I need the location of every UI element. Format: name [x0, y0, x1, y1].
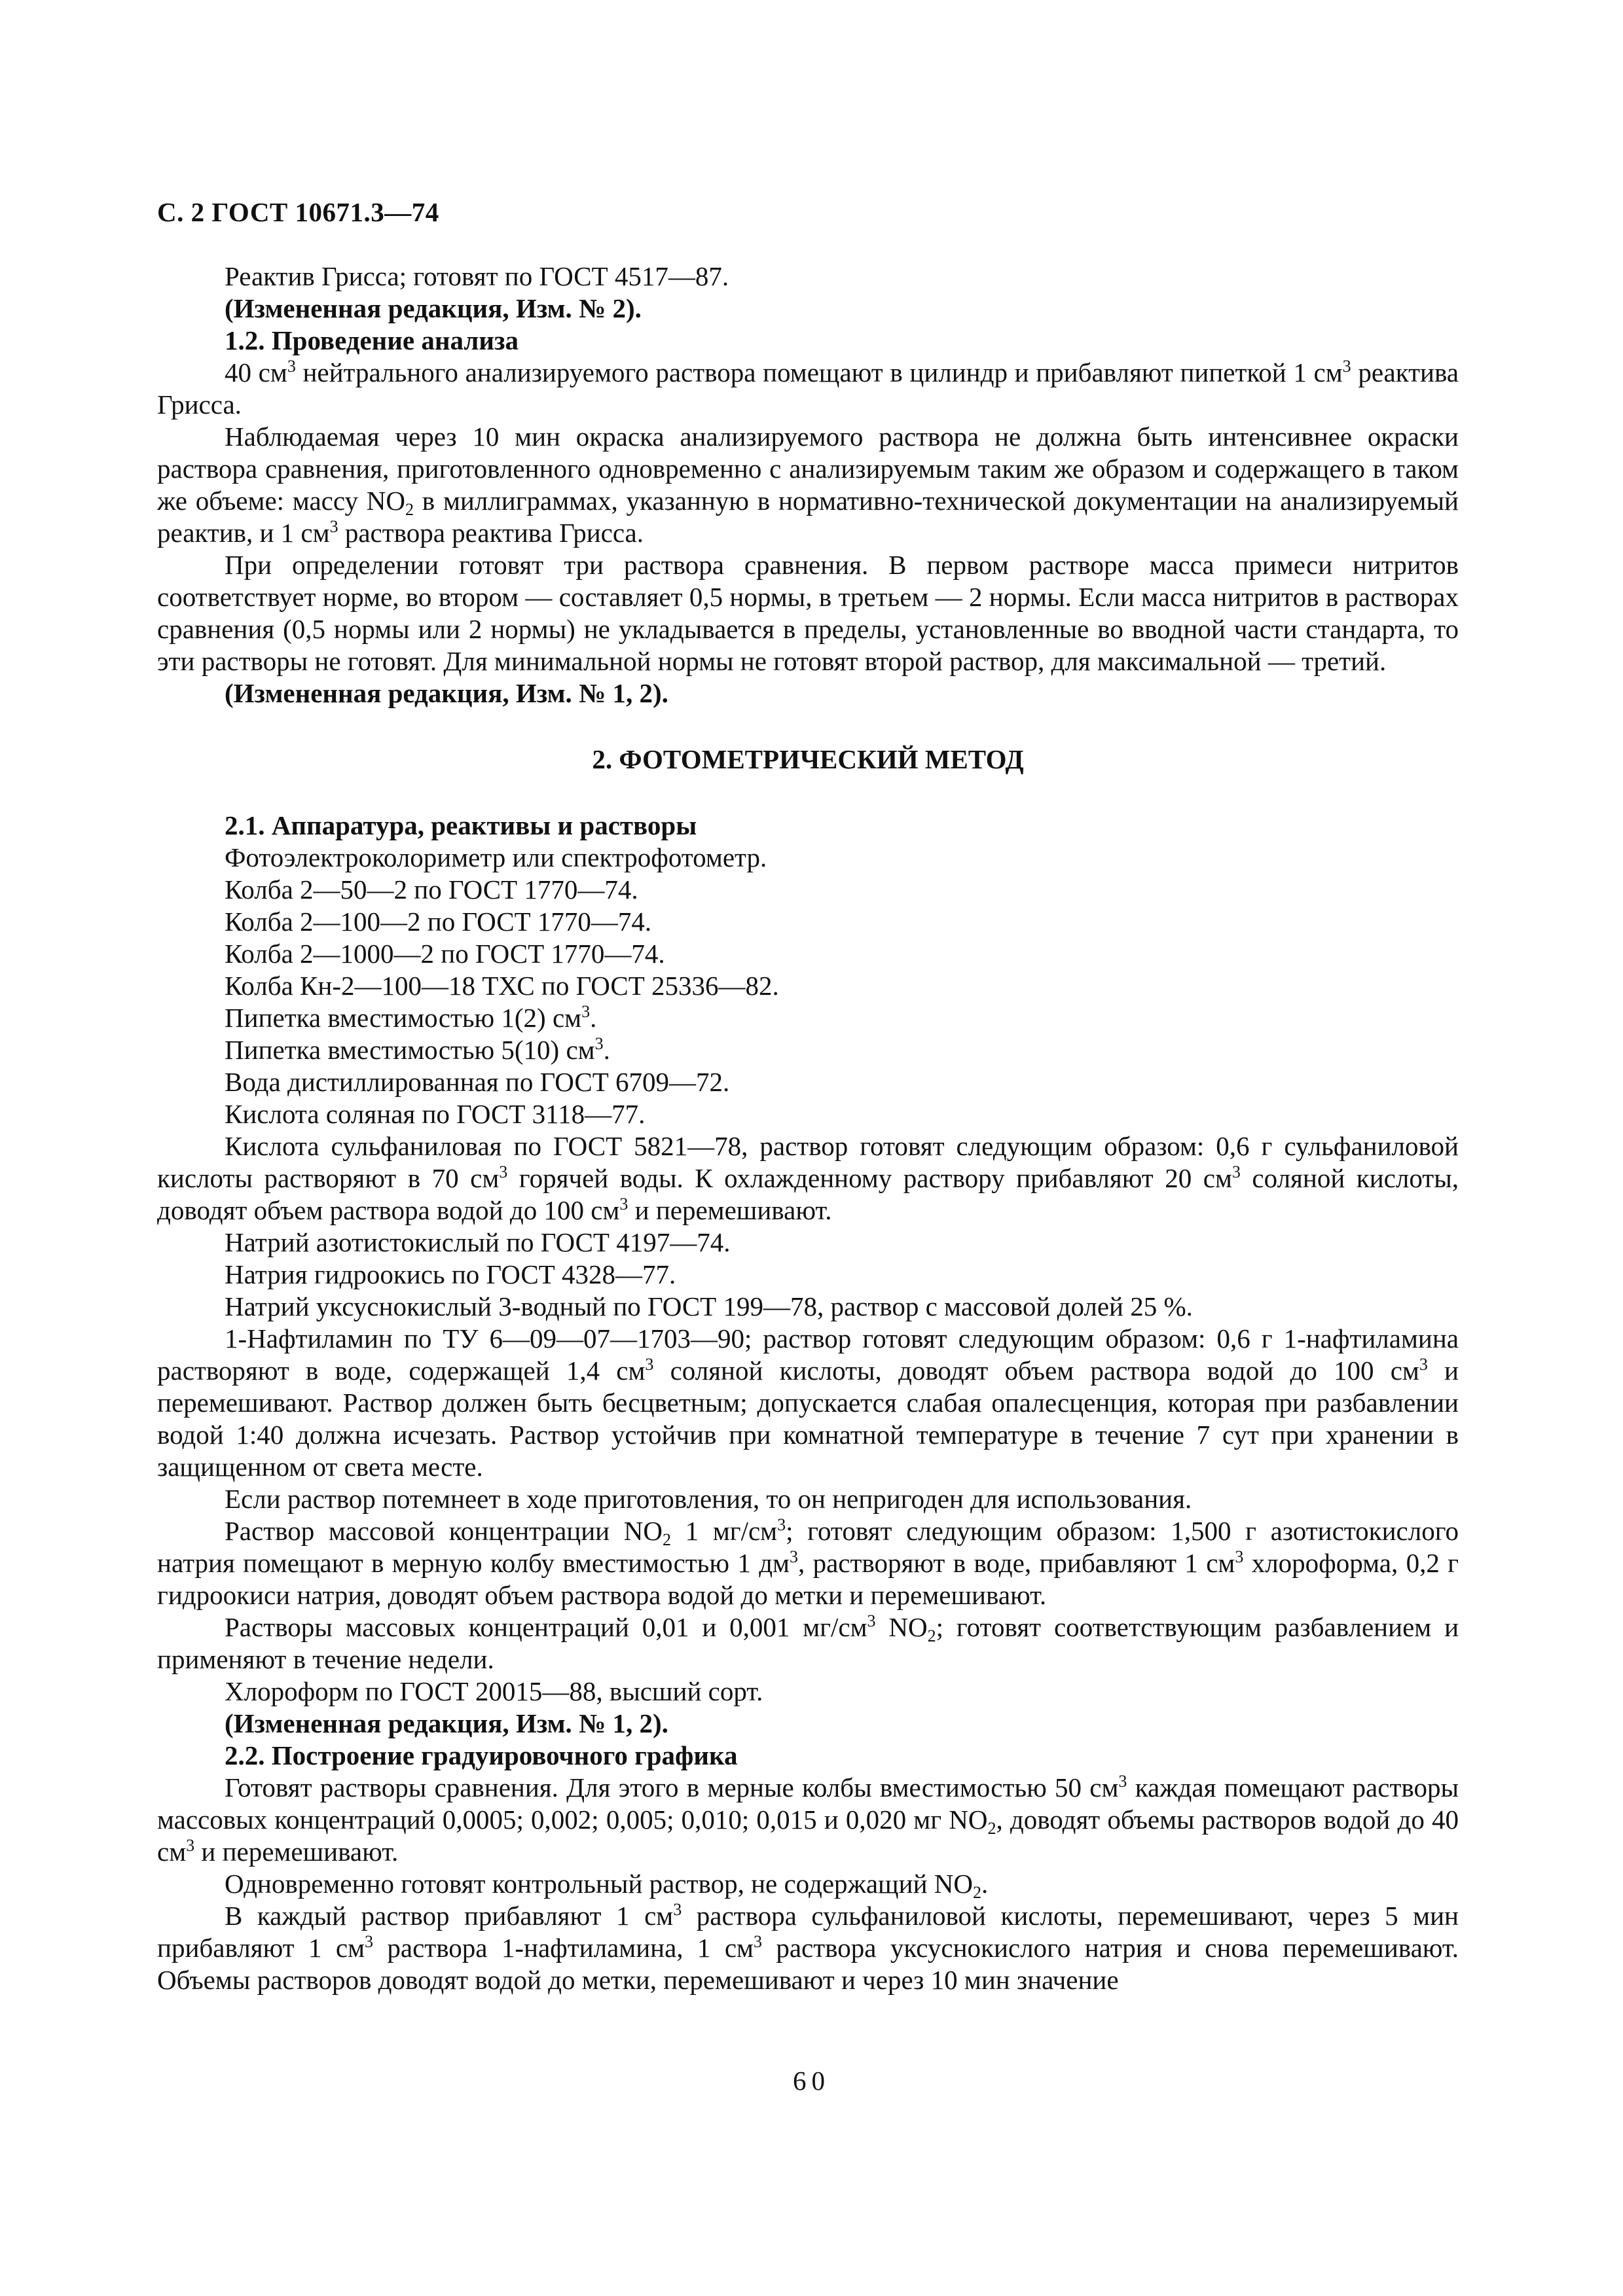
list-item: Хлороформ по ГОСТ 20015—88, высший сорт.	[225, 1676, 763, 1706]
list-item: Колба 2—1000—2 по ГОСТ 1770—74.	[225, 939, 665, 969]
subsection-heading: 1.2. Проведение анализа	[225, 325, 519, 355]
amendment-note: (Измененная редакция, Изм. № 1, 2).	[225, 1708, 668, 1738]
subsection-heading: 2.2. Построение градуировочного графика	[225, 1740, 738, 1770]
paragraph: Одновременно готовят контрольный раствор, не содержащий $NO_2$.	[225, 1869, 989, 1902]
paragraph: Раствор массовой концентрации $NO_2$ 1 $мг/см^3$; готовят следующим образом: 1,500 г азотистокислого натрия помещают в мерную колбу вместимостью 1 $дм^3$, растворяют в воде, прибавляют 1 $см^3$ хлороформа, 0,2 г гидроокиси натрия, доводят объем раствора водой до метки и перемешивают.	[157, 1515, 1459, 1610]
amendment-note: (Измененная редакция, Изм. № 1, 2).	[225, 678, 668, 708]
paragraph: При определении готовят три раствора сравнения. В первом растворе масса примеси нитритов соответствует норме, во втором — составляет 0,5 нормы, в третьем — 2 нормы. Если масса нитритов в растворах сравнения (0,5 нормы или 2 нормы) не укладывается в пределы, установленные во вводной части стандарта, то эти растворы не готовят. Для минимальной нормы не готовят второй раствор, для максимальной — третий.	[157, 550, 1459, 676]
list-item: Кислота соляная по ГОСТ 3118—77.	[225, 1099, 646, 1129]
page-header: С. 2 ГОСТ 10671.3—74	[157, 197, 439, 227]
paragraph: Готовят растворы сравнения. Для этого в мерные колбы вместимостью 50 $см^3$ каждая помещают растворы массовых концентраций 0,0005; 0,002; 0,005; 0,010; 0,015 и 0,020 мг $NO_2$, доводят объемы растворов водой до 40 $см^3$ и перемешивают.	[157, 1772, 1459, 1867]
list-item: Колба Кн-2—100—18 ТХС по ГОСТ 25336—82.	[225, 971, 779, 1001]
list-item: Натрия гидроокись по ГОСТ 4328—77.	[225, 1259, 676, 1289]
paragraph: Если раствор потемнеет в ходе приготовления, то он непригоден для использования.	[225, 1484, 1192, 1514]
list-item: Вода дистиллированная по ГОСТ 6709—72.	[225, 1067, 730, 1097]
list-item: Колба 2—100—2 по ГОСТ 1770—74.	[225, 906, 652, 937]
list-item: Натрий азотистокислый по ГОСТ 4197—74.	[225, 1227, 731, 1257]
list-item: Пипетка вместимостью 5(10) $см^3$.	[225, 1034, 610, 1065]
section-heading: 2. ФОТОМЕТРИЧЕСКИЙ МЕТОД	[592, 744, 1024, 774]
page-number: 60	[793, 2066, 830, 2096]
paragraph: В каждый раствор прибавляют 1 $см^3$ раствора сульфаниловой кислоты, перемешивают, через 5 мин прибавляют 1 $см^3$ раствора 1-нафтиламина, 1 $см^3$ раствора уксуснокислого натрия и снова перемешивают. Объемы растворов доводят водой до метки, перемешивают и через 10 мин значение	[157, 1900, 1459, 1995]
list-item: Пипетка вместимостью 1(2) $см^3$.	[225, 1002, 597, 1033]
amendment-note: (Измененная редакция, Изм. № 2).	[225, 293, 642, 323]
text-line: Реактив Грисса; готовят по ГОСТ 4517—87.	[225, 261, 729, 291]
paragraph: Наблюдаемая через 10 мин окраска анализируемого раствора не должна быть интенсивнее окраски раствора сравнения, приготовленного одновременно с анализируемым таким же образом и содержащего в таком же объеме: массу $NO_2$ в миллиграммах, указанную в нормативно-технической документации на анализируемый реактив, и 1 $см^3$ раствора реактива Грисса.	[157, 422, 1459, 548]
list-item: Фотоэлектроколориметр или спектрофотометр.	[225, 842, 767, 872]
document-body	[157, 260, 1459, 1996]
paragraph: 1-Нафтиламин по ТУ 6—09—07—1703—90; раствор готовят следующим образом: 0,6 г 1-нафтиламина растворяют в воде, содержащей 1,4 $см^3$ соляной кислоты, доводят объем раствора водой до 100 $см^3$ и перемешивают. Раствор должен быть бесцветным; допускается слабая опалесценция, которая при разбавлении водой 1:40 должна исчезать. Раствор устойчив при комнатной температуре в течение 7 сут при хранении в защищенном от света месте.	[157, 1323, 1459, 1482]
paragraph: 40 $см^3$ нейтрального анализируемого раствора помещают в цилиндр и прибавляют пипеткой 1 $см^3$ реактива Грисса.	[157, 357, 1459, 420]
paragraph: Кислота сульфаниловая по ГОСТ 5821—78, раствор готовят следующим образом: 0,6 г сульфаниловой кислоты растворяют в 70 $см^3$ горячей воды. К охлажденному раствору прибавляют 20 $см^3$ соляной кислоты, доводят объем раствора водой до 100 $см^3$ и перемешивают.	[157, 1131, 1459, 1225]
list-item: Натрий уксуснокислый 3-водный по ГОСТ 199—78, раствор с массовой долей 25 %.	[225, 1291, 1193, 1321]
paragraph: Растворы массовых концентраций 0,01 и 0,001 $мг/см^3$ $NO_2$; готовят соответствующим разбавлением и применяют в течение недели.	[157, 1611, 1459, 1674]
subsection-heading: 2.1. Аппаратура, реактивы и растворы	[225, 810, 697, 840]
list-item: Колба 2—50—2 по ГОСТ 1770—74.	[225, 874, 638, 905]
